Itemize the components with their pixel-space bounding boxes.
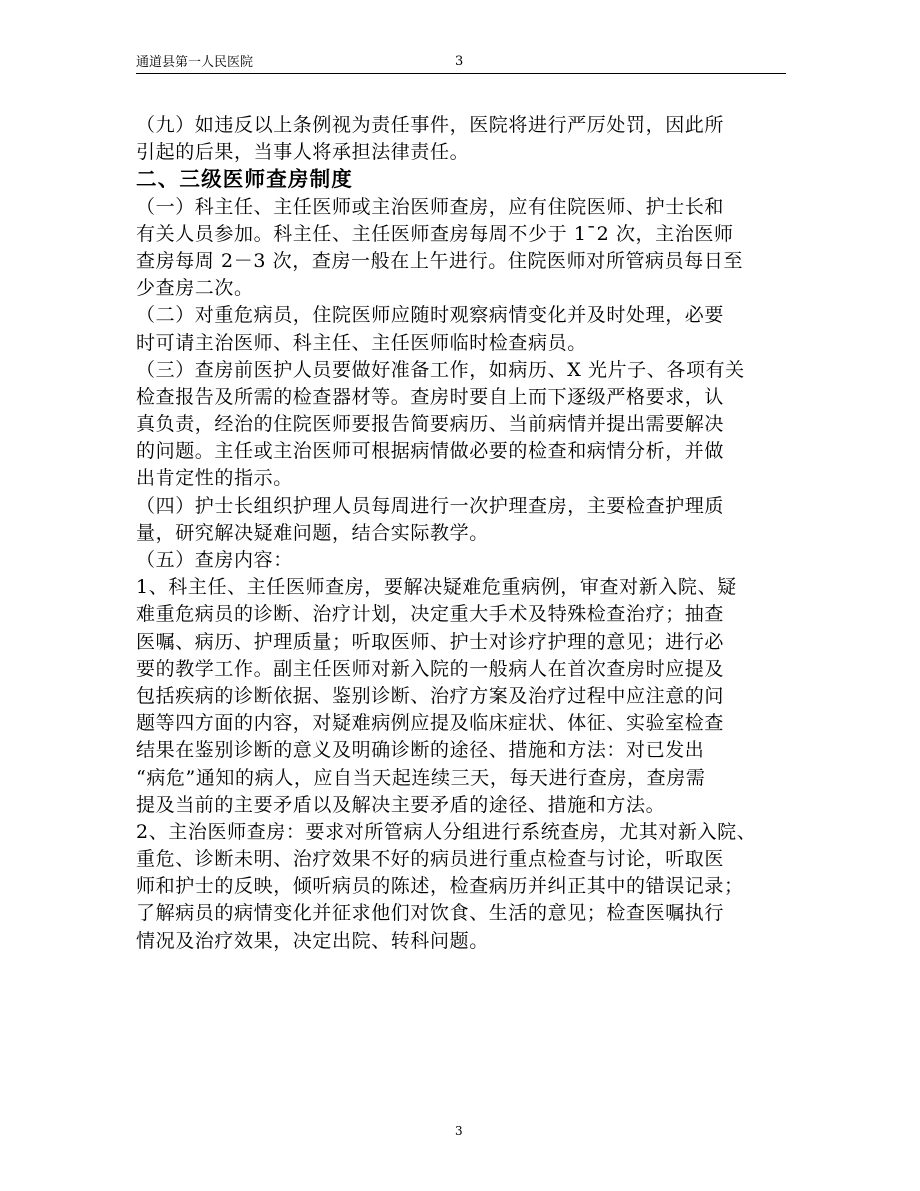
- paragraph-line: （一）科主任、主任医师或主治医师查房，应有住院医师、护士长和: [136, 195, 725, 218]
- paragraph-line: 有关人员参加。科主任、主任医师查房每周不少于 1¯2 次，主治医师: [136, 222, 734, 245]
- paragraph-line: 重危、诊断未明、治疗效果不好的病员进行重点检查与讨论，听取医: [136, 848, 725, 871]
- paragraph-line: 检查报告及所需的检查器材等。查房时要自上而下逐级严格要求，认: [136, 385, 725, 408]
- paragraph-line: 结果在鉴别诊断的意义及明确诊断的途径、措施和方法：对已发出: [136, 739, 705, 762]
- paragraph-line: 师和护士的反映，倾听病员的陈述，检查病历并纠正其中的错误记录；: [136, 875, 744, 898]
- section-heading: 二、三级医师查房制度: [136, 167, 353, 192]
- paragraph-line: 引起的后果，当事人将承担法律责任。: [136, 141, 470, 164]
- paragraph-line: （四）护士长组织护理人员每周进行一次护理查房，主要检查护理质: [136, 494, 725, 517]
- paragraph-line: 1、科主任、主任医师查房，要解决疑难危重病例，审查对新入院、疑: [136, 576, 737, 599]
- paragraph-line: 的问题。主任或主治医师可根据病情做必要的检查和病情分析，并做: [136, 440, 725, 463]
- paragraph-line: 查房每周 2－3 次，查房一般在上午进行。住院医师对所管病员每日至: [136, 249, 744, 272]
- paragraph-line: 题等四方面的内容，对疑难病例应提及临床症状、体征、实验室检查: [136, 712, 725, 735]
- paragraph-line: 2、主治医师查房：要求对所管病人分组进行系统查房，尤其对新入院、: [136, 820, 757, 843]
- paragraph-line: （九）如违反以上条例视为责任事件，医院将进行严厉处罚，因此所: [136, 114, 725, 136]
- paragraph-line: 提及当前的主要矛盾以及解决主要矛盾的途径、措施和方法。: [136, 793, 666, 816]
- paragraph-line: 了解病员的病情变化并征求他们对饮食、生活的意见；检查医嘱执行: [136, 902, 725, 925]
- paragraph-line: （三）查房前医护人员要做好准备工作，如病历、X 光片子、各项有关: [136, 358, 745, 381]
- paragraph-line: “病危”通知的病人，应自当天起连续三天，每天进行查房，查房需: [136, 766, 706, 789]
- paragraph-line: 真负责，经治的住院医师要报告简要病历、当前病情并提出需要解决: [136, 413, 725, 436]
- paragraph-line: 量，研究解决疑难问题，结合实际教学。: [136, 521, 489, 544]
- paragraph-line: （五）查房内容：: [136, 549, 293, 571]
- paragraph-line: 包括疾病的诊断依据、鉴别诊断、治疗方案及治疗过程中应注意的问: [136, 684, 725, 707]
- document-body: [136, 112, 796, 955]
- paragraph-line: 医嘱、病历、护理质量；听取医师、护士对诊疗护理的意见；进行必: [136, 630, 725, 653]
- paragraph-line: 情况及治疗效果，决定出院、转科问题。: [136, 929, 489, 952]
- header-page-number: 3: [455, 54, 464, 69]
- paragraph-line: 难重危病员的诊断、治疗计划，决定重大手术及特殊检查治疗；抽查: [136, 603, 725, 626]
- footer-page-number: 3: [455, 1124, 463, 1138]
- paragraph-line: 出肯定性的指示。: [136, 467, 293, 490]
- paragraph-line: 要的教学工作。副主任医师对新入院的一般病人在首次查房时应提及: [136, 657, 725, 680]
- header-hospital-name: 通道县第一人民医院: [136, 55, 254, 70]
- paragraph-line: （二）对重危病员，住院医师应随时观察病情变化并及时处理，必要: [136, 304, 725, 327]
- paragraph-line: 少查房二次。: [136, 277, 254, 300]
- paragraph-line: 时可请主治医师、科主任、主任医师临时检查病员。: [136, 331, 587, 354]
- page-header: [136, 52, 786, 74]
